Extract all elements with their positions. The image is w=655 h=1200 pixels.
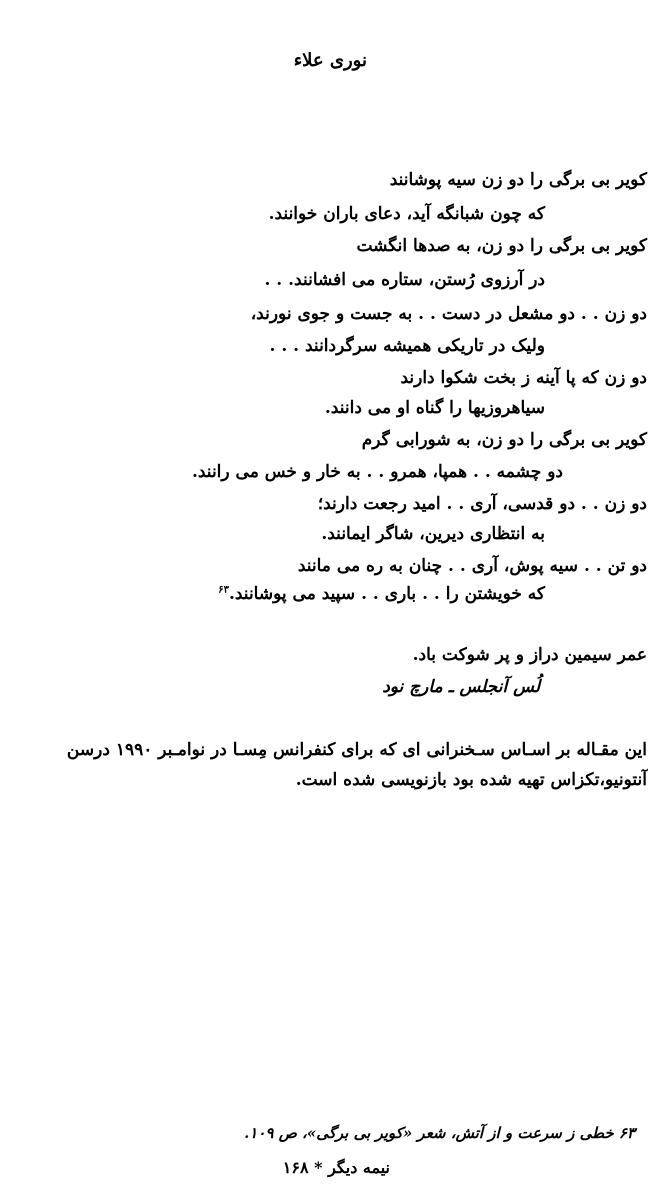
poem-line xyxy=(218,584,545,604)
poem-line: ولیک در تاریکی همیشه سرگردانند . . . xyxy=(269,336,545,356)
footnote-marker: ۶۳ xyxy=(218,584,229,596)
closing-wish: عمر سیمین دراز و پر شوکت باد. xyxy=(412,645,647,665)
poem-line: سیاهروزیها را گناه او می دانند. xyxy=(324,398,545,418)
poem-line: کویر بی برگی را دو زن سیه پوشانند xyxy=(389,170,647,190)
author-name: نوری علاء xyxy=(293,50,367,71)
signature-place-date: لُس آنجلس ـ مارچ نود xyxy=(382,677,540,697)
poem-line: کویر بی برگی را دو زن، به صدها انگشت xyxy=(356,236,647,256)
poem-line: دو زن . . دو مشعل در دست . . به جست و جوی نورند، xyxy=(250,304,647,324)
poem-line: که چون شبانگه آید، دعای باران خوانند. xyxy=(268,204,545,224)
footnote: ۶۳ خطی ز سرعت و از آتش، شعر «کویر بی برگی»، ص ۱۰۹. xyxy=(244,1124,635,1142)
poem-line: دو تن . . سیه پوش، آری . . چنان به ره می مانند xyxy=(297,556,647,576)
poem-line: دو زن . . دو قدسی، آری . . امید رجعت دارند؛ xyxy=(317,494,647,514)
article-note-line: آنتونیو،تکزاس تهیه شده بود بازنویسی شده است. xyxy=(295,770,647,790)
page-footer: نیمه دیگر * ۱۶۸ xyxy=(282,1158,390,1177)
poem-line: دو چشمه . . همپا، همرو . . به خار و خس می رانند. xyxy=(191,462,563,482)
poem-last-line-text: که خویشتن را . . باری . . سپید می پوشانند. xyxy=(228,584,545,604)
poem-line: به انتظاری دیرین، شاگر ایمانند. xyxy=(321,524,545,544)
article-note-line: این مقـاله بر اسـاس سـخنرانی ای که برای کنفرانس مِسـا در نوامـبر ۱۹۹۰ درسن xyxy=(66,740,647,760)
poem-line: دو زن که پا آینه ز بخت شکوا دارند xyxy=(400,368,647,388)
poem-line: کویر بی برگی را دو زن، به شورابی گرم xyxy=(361,430,647,450)
poem-line: در آرزوی رُستن، ستاره می افشانند. . . xyxy=(264,270,545,290)
